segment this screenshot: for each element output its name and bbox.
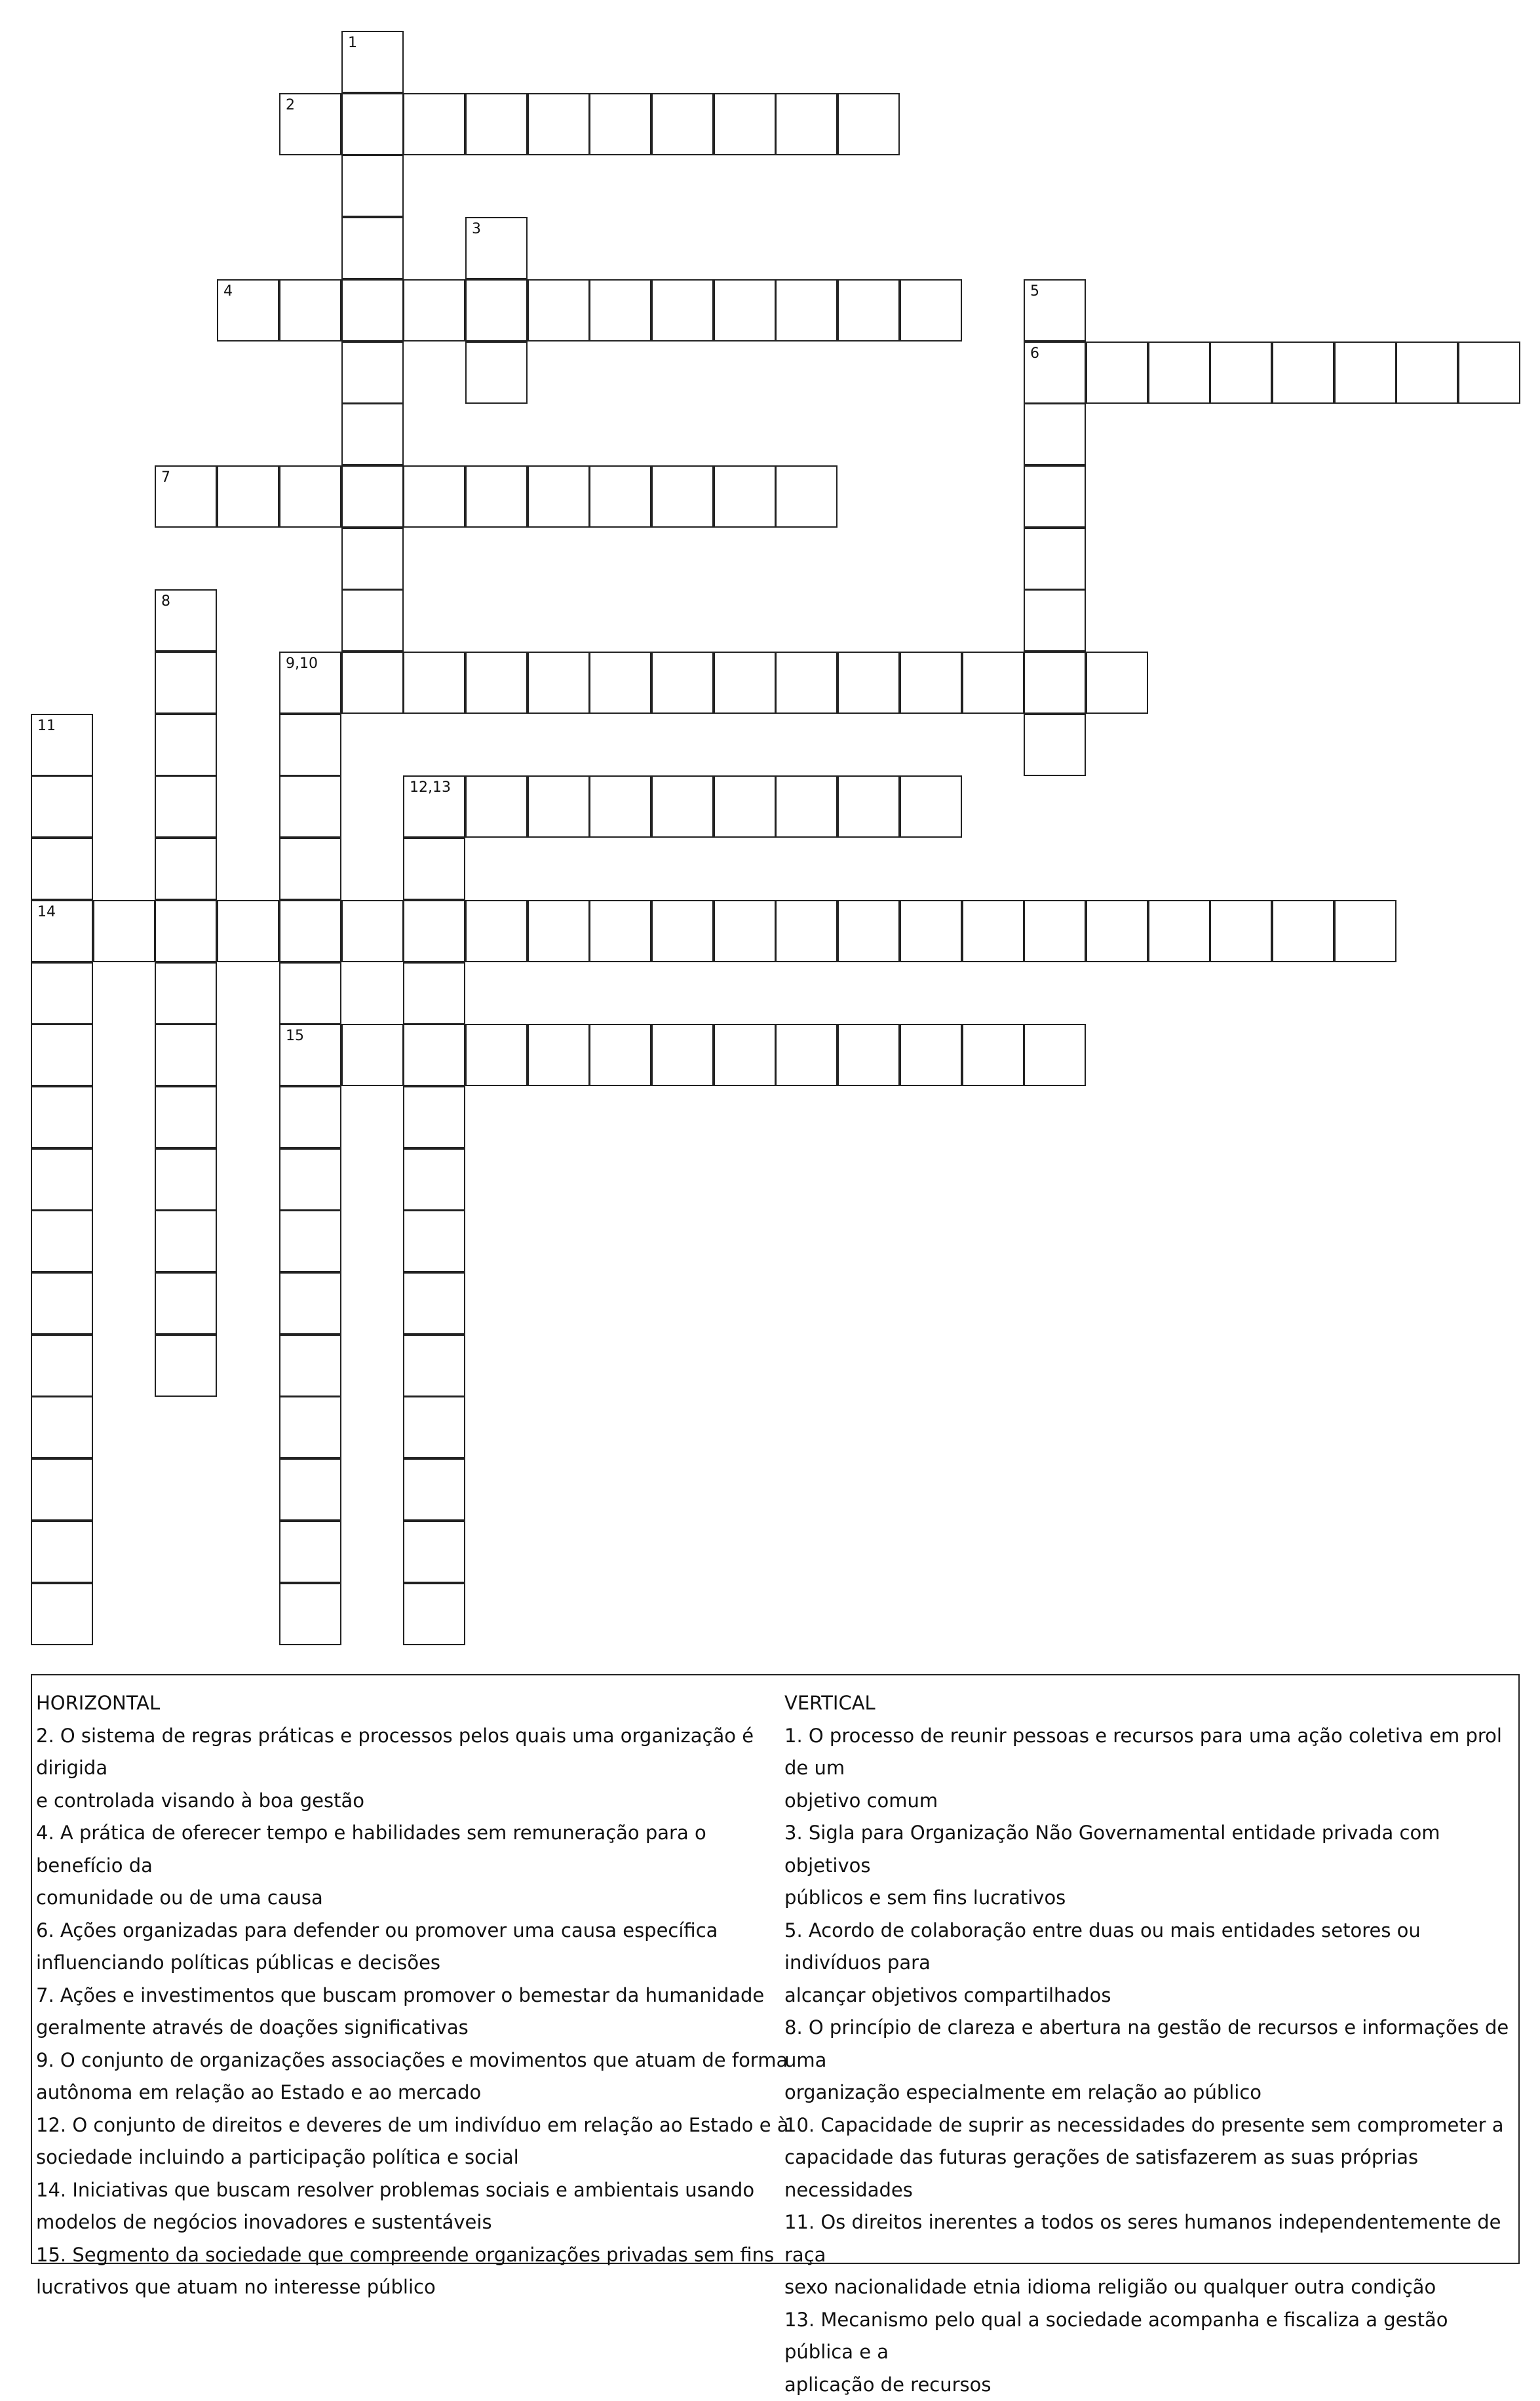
- grid-cell[interactable]: [651, 93, 714, 155]
- grid-cell[interactable]: [465, 775, 528, 838]
- grid-cell[interactable]: [155, 652, 217, 714]
- grid-cell[interactable]: [900, 900, 962, 962]
- grid-cell[interactable]: [837, 900, 900, 962]
- horizontal-clue-line: comunidade ou de uma causa: [36, 1882, 790, 1915]
- grid-cell[interactable]: [1210, 342, 1272, 404]
- grid-cell[interactable]: [528, 652, 590, 714]
- clue-number-label: 9,10: [286, 657, 318, 671]
- grid-cell[interactable]: [279, 900, 341, 962]
- grid-cell[interactable]: [279, 838, 341, 900]
- grid-cell[interactable]: [465, 93, 528, 155]
- grid-cell[interactable]: [1086, 652, 1148, 714]
- grid-cell[interactable]: [1210, 900, 1272, 962]
- grid-cell[interactable]: [279, 93, 341, 155]
- grid-cell[interactable]: [31, 1458, 93, 1521]
- grid-cell[interactable]: [217, 465, 279, 528]
- grid-cell[interactable]: [341, 217, 404, 279]
- clue-number-label: 14: [37, 905, 56, 920]
- grid-cell[interactable]: [1024, 528, 1086, 590]
- clue-number-label: 2: [286, 98, 295, 113]
- grid-cell[interactable]: [651, 652, 714, 714]
- grid-cell[interactable]: [528, 465, 590, 528]
- vertical-clue-line: objetivo comum: [784, 1785, 1518, 1818]
- grid-cell[interactable]: [403, 652, 465, 714]
- vertical-title: VERTICAL: [784, 1687, 1518, 1720]
- grid-cell[interactable]: [1024, 465, 1086, 528]
- grid-cell[interactable]: [31, 838, 93, 900]
- grid-cell[interactable]: [1086, 900, 1148, 962]
- grid-cell[interactable]: [341, 403, 404, 465]
- grid-cell[interactable]: [403, 1335, 465, 1397]
- grid-cell[interactable]: [962, 652, 1024, 714]
- horizontal-clue-line: 6. Ações organizadas para defender ou promover uma causa específica: [36, 1915, 790, 1947]
- grid-cell[interactable]: [403, 1148, 465, 1211]
- grid-cell[interactable]: [651, 775, 714, 838]
- horizontal-clue-line: lucrativos que atuam no interesse público: [36, 2271, 790, 2304]
- grid-cell[interactable]: [837, 279, 900, 342]
- grid-cell[interactable]: [341, 465, 404, 528]
- grid-cell[interactable]: [775, 93, 837, 155]
- grid-cell[interactable]: [155, 1272, 217, 1335]
- vertical-clue-line: alcançar objetivos compartilhados: [784, 1980, 1518, 2012]
- grid-cell[interactable]: [341, 1024, 404, 1086]
- grid-cell[interactable]: [403, 1396, 465, 1458]
- clue-number-label: 12,13: [410, 781, 451, 795]
- grid-cell[interactable]: [403, 1272, 465, 1335]
- vertical-clue-line: 10. Capacidade de suprir as necessidades do presente sem comprometer a: [784, 2109, 1518, 2142]
- grid-cell[interactable]: [589, 775, 651, 838]
- grid-cell[interactable]: [1396, 342, 1458, 404]
- grid-cell[interactable]: [900, 775, 962, 838]
- grid-cell[interactable]: [465, 652, 528, 714]
- grid-cell[interactable]: [528, 900, 590, 962]
- grid-cell[interactable]: [403, 1458, 465, 1521]
- grid-cell[interactable]: [900, 1024, 962, 1086]
- clue-number-label: 4: [223, 284, 233, 299]
- grid-cell[interactable]: [465, 465, 528, 528]
- grid-cell[interactable]: [155, 962, 217, 1025]
- grid-cell[interactable]: [1024, 589, 1086, 652]
- grid-cell[interactable]: [279, 1396, 341, 1458]
- horizontal-clue-line: autônoma em relação ao Estado e ao mercado: [36, 2077, 790, 2109]
- grid-cell[interactable]: [403, 838, 465, 900]
- grid-cell[interactable]: [31, 1272, 93, 1335]
- vertical-clue-line: públicos e sem fins lucrativos: [784, 1882, 1518, 1915]
- horizontal-clue-line: 9. O conjunto de organizações associações e movimentos que atuam de forma: [36, 2044, 790, 2077]
- grid-cell[interactable]: [31, 900, 93, 962]
- grid-cell[interactable]: [837, 775, 900, 838]
- vertical-clue-line: 5. Acordo de colaboração entre duas ou mais entidades setores ou indivíduos para: [784, 1915, 1518, 1980]
- grid-cell[interactable]: [775, 775, 837, 838]
- grid-cell[interactable]: [837, 1024, 900, 1086]
- grid-cell[interactable]: [714, 652, 776, 714]
- horizontal-clue-line: 15. Segmento da sociedade que compreende organizações privadas sem fins: [36, 2239, 790, 2272]
- grid-cell[interactable]: [589, 93, 651, 155]
- grid-cell[interactable]: [155, 465, 217, 528]
- grid-cell[interactable]: [900, 652, 962, 714]
- grid-cell[interactable]: [155, 775, 217, 838]
- grid-cell[interactable]: [279, 1272, 341, 1335]
- grid-cell[interactable]: [31, 714, 93, 776]
- vertical-clue-line: capacidade das futuras gerações de satisfazerem as suas próprias necessidades: [784, 2141, 1518, 2206]
- grid-cell[interactable]: [1148, 342, 1210, 404]
- grid-cell[interactable]: [341, 93, 404, 155]
- horizontal-clue-line: 4. A prática de oferecer tempo e habilidades sem remuneração para o benefício da: [36, 1817, 790, 1882]
- horizontal-clue-line: e controlada visando à boa gestão: [36, 1785, 790, 1818]
- grid-cell[interactable]: [1024, 714, 1086, 776]
- grid-cell[interactable]: [403, 1210, 465, 1272]
- grid-cell[interactable]: [714, 279, 776, 342]
- grid-cell[interactable]: [279, 1583, 341, 1645]
- grid-cell[interactable]: [279, 1521, 341, 1583]
- grid-cell[interactable]: [341, 279, 404, 342]
- grid-cell[interactable]: [341, 900, 404, 962]
- horizontal-clue-line: 7. Ações e investimentos que buscam promover o bemestar da humanidade: [36, 1980, 790, 2012]
- vertical-clue-line: 3. Sigla para Organização Não Governamental entidade privada com objetivos: [784, 1817, 1518, 1882]
- grid-cell[interactable]: [403, 962, 465, 1025]
- grid-cell[interactable]: [31, 1210, 93, 1272]
- grid-cell[interactable]: [31, 1086, 93, 1148]
- horizontal-clue-line: sociedade incluindo a participação política e social: [36, 2141, 790, 2174]
- horizontal-clue-line: modelos de negócios inovadores e sustentáveis: [36, 2206, 790, 2239]
- grid-cell[interactable]: [1086, 342, 1148, 404]
- horizontal-clue-line: influenciando políticas públicas e decisões: [36, 1947, 790, 1980]
- grid-cell[interactable]: [589, 279, 651, 342]
- vertical-clue-line: aplicação de recursos: [784, 2369, 1518, 2401]
- grid-cell[interactable]: [403, 1521, 465, 1583]
- grid-cell[interactable]: [1148, 900, 1210, 962]
- grid-cell[interactable]: [962, 900, 1024, 962]
- grid-cell[interactable]: [341, 589, 404, 652]
- grid-cell[interactable]: [155, 900, 217, 962]
- horizontal-title: HORIZONTAL: [36, 1687, 790, 1720]
- grid-cell[interactable]: [403, 775, 465, 838]
- grid-cell[interactable]: [714, 93, 776, 155]
- grid-cell[interactable]: [155, 1148, 217, 1211]
- grid-cell[interactable]: [465, 279, 528, 342]
- grid-cell[interactable]: [279, 1086, 341, 1148]
- grid-cell[interactable]: [403, 1086, 465, 1148]
- grid-cell[interactable]: [714, 465, 776, 528]
- grid-cell[interactable]: [651, 900, 714, 962]
- grid-cell[interactable]: [775, 279, 837, 342]
- grid-cell[interactable]: [1334, 342, 1396, 404]
- grid-cell[interactable]: [528, 279, 590, 342]
- grid-cell[interactable]: [279, 1024, 341, 1086]
- clue-number-label: 11: [37, 719, 56, 733]
- vertical-clue-line: 8. O princípio de clareza e abertura na gestão de recursos e informações de uma: [784, 2012, 1518, 2077]
- grid-cell[interactable]: [528, 1024, 590, 1086]
- grid-cell[interactable]: [155, 1024, 217, 1086]
- grid-cell[interactable]: [589, 900, 651, 962]
- clue-number-label: 7: [161, 471, 170, 485]
- grid-cell[interactable]: [1272, 342, 1334, 404]
- grid-cell[interactable]: [714, 775, 776, 838]
- grid-cell[interactable]: [155, 589, 217, 652]
- grid-cell[interactable]: [31, 775, 93, 838]
- grid-cell[interactable]: [155, 1086, 217, 1148]
- vertical-clues: [784, 1687, 1518, 2401]
- grid-cell[interactable]: [775, 465, 837, 528]
- grid-cell[interactable]: [837, 652, 900, 714]
- grid-cell[interactable]: [962, 1024, 1024, 1086]
- vertical-clue-line: 11. Os direitos inerentes a todos os seres humanos independentemente de raça: [784, 2206, 1518, 2271]
- grid-cell[interactable]: [403, 465, 465, 528]
- clue-number-label: 1: [348, 36, 357, 50]
- grid-cell[interactable]: [217, 900, 279, 962]
- grid-cell[interactable]: [155, 714, 217, 776]
- grid-cell[interactable]: [155, 838, 217, 900]
- grid-cell[interactable]: [31, 1148, 93, 1211]
- grid-cell[interactable]: [1024, 1024, 1086, 1086]
- grid-cell[interactable]: [465, 342, 528, 404]
- grid-cell[interactable]: [341, 31, 404, 93]
- grid-cell[interactable]: [31, 1396, 93, 1458]
- grid-cell[interactable]: [403, 900, 465, 962]
- clue-number-label: 8: [161, 595, 170, 609]
- grid-cell[interactable]: [1024, 342, 1086, 404]
- grid-cell[interactable]: [651, 1024, 714, 1086]
- clue-number-label: 3: [472, 222, 481, 237]
- grid-cell[interactable]: [403, 1583, 465, 1645]
- grid-cell[interactable]: [589, 1024, 651, 1086]
- grid-cell[interactable]: [714, 900, 776, 962]
- grid-cell[interactable]: [279, 1458, 341, 1521]
- grid-cell[interactable]: [31, 1583, 93, 1645]
- vertical-clue-line: 1. O processo de reunir pessoas e recursos para uma ação coletiva em prol de um: [784, 1720, 1518, 1785]
- grid-cell[interactable]: [589, 652, 651, 714]
- grid-cell[interactable]: [279, 652, 341, 714]
- grid-cell[interactable]: [1458, 342, 1520, 404]
- grid-cell[interactable]: [403, 93, 465, 155]
- grid-cell[interactable]: [1024, 652, 1086, 714]
- grid-cell[interactable]: [465, 900, 528, 962]
- grid-cell[interactable]: [775, 652, 837, 714]
- clue-number-label: 6: [1030, 347, 1039, 361]
- grid-cell[interactable]: [341, 342, 404, 404]
- grid-cell[interactable]: [403, 1024, 465, 1086]
- grid-cell[interactable]: [341, 528, 404, 590]
- grid-cell[interactable]: [1024, 900, 1086, 962]
- grid-cell[interactable]: [279, 279, 341, 342]
- grid-cell[interactable]: [900, 279, 962, 342]
- grid-cell[interactable]: [279, 1210, 341, 1272]
- grid-cell[interactable]: [31, 1335, 93, 1397]
- grid-cell[interactable]: [1024, 279, 1086, 342]
- grid-cell[interactable]: [279, 962, 341, 1025]
- grid-cell[interactable]: [528, 93, 590, 155]
- grid-cell[interactable]: [279, 465, 341, 528]
- grid-cell[interactable]: [1024, 403, 1086, 465]
- grid-cell[interactable]: [837, 93, 900, 155]
- horizontal-clue-line: 14. Iniciativas que buscam resolver problemas sociais e ambientais usando: [36, 2174, 790, 2207]
- grid-cell[interactable]: [465, 1024, 528, 1086]
- grid-cell[interactable]: [31, 1521, 93, 1583]
- grid-cell[interactable]: [155, 1335, 217, 1397]
- vertical-clue-line: 13. Mecanismo pelo qual a sociedade acompanha e fiscaliza a gestão pública e a: [784, 2304, 1518, 2369]
- grid-cell[interactable]: [775, 900, 837, 962]
- grid-cell[interactable]: [279, 1148, 341, 1211]
- vertical-clue-line: organização especialmente em relação ao público: [784, 2077, 1518, 2109]
- grid-cell[interactable]: [341, 652, 404, 714]
- clue-number-label: 15: [286, 1029, 304, 1044]
- grid-cell[interactable]: [651, 279, 714, 342]
- clue-number-label: 5: [1030, 284, 1039, 299]
- grid-cell[interactable]: [31, 962, 93, 1025]
- grid-cell[interactable]: [714, 1024, 776, 1086]
- horizontal-clue-line: geralmente através de doações significativas: [36, 2012, 790, 2044]
- grid-cell[interactable]: [1272, 900, 1334, 962]
- grid-cell[interactable]: [589, 465, 651, 528]
- grid-cell[interactable]: [31, 1024, 93, 1086]
- grid-cell[interactable]: [155, 1210, 217, 1272]
- clues-panel: [31, 1674, 1520, 2264]
- grid-cell[interactable]: [279, 1335, 341, 1397]
- vertical-clue-line: sexo nacionalidade etnia idioma religião ou qualquer outra condição: [784, 2271, 1518, 2304]
- grid-cell[interactable]: [279, 775, 341, 838]
- grid-cell[interactable]: [217, 279, 279, 342]
- horizontal-clue-line: 12. O conjunto de direitos e deveres de um indivíduo em relação ao Estado e à: [36, 2109, 790, 2142]
- grid-cell[interactable]: [528, 775, 590, 838]
- grid-cell[interactable]: [775, 1024, 837, 1086]
- grid-cell[interactable]: [279, 714, 341, 776]
- grid-cell[interactable]: [465, 217, 528, 279]
- grid-cell[interactable]: [341, 155, 404, 217]
- grid-cell[interactable]: [1334, 900, 1396, 962]
- grid-cell[interactable]: [403, 279, 465, 342]
- horizontal-clue-line: 2. O sistema de regras práticas e processos pelos quais uma organização é dirigida: [36, 1720, 790, 1785]
- grid-cell[interactable]: [651, 465, 714, 528]
- grid-cell[interactable]: [93, 900, 155, 962]
- horizontal-clues: [36, 1687, 790, 2304]
